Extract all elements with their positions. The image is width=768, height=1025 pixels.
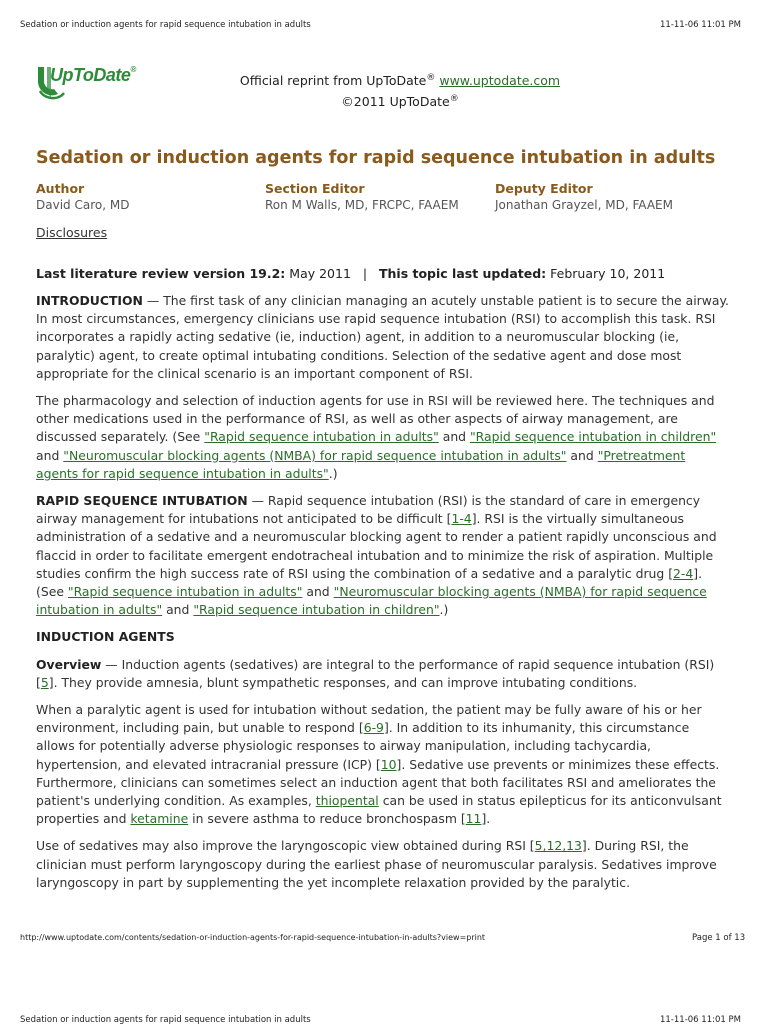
paragraph-text: — Induction agents (sedatives) are integral to the performance of rapid sequence intubation (RSI) [ [36,656,715,690]
author-label: Author [36,181,85,196]
section-heading-induction-agents [36,628,730,646]
paragraph-text: and [566,447,598,463]
paragraph-text: Use of sedatives may also improve the laryngoscopic view obtained during RSI [ [36,838,535,854]
paragraph-text: — The first task of any clinician managing an acutely unstable patient is to secure the airway. In most circumstances, emergency clinicians use rapid sequence intubation (RSI) to accomplish this task. RSI incorporates a rapidly acting sedative (ie, induction) agent, in addition to a neuromuscular blocking (ie, paralytic) agent, to create optimal intubating conditions. Selection of the sedative agent and dose most appropriate for the clinical scenario is an important component of RSI. [36,293,729,381]
paragraph-text: ]. Sedative use prevents or minimizes these effects. Furthermore, clinicians can sometimes select an induction agent that both facilitates RSI and ameliorates the patient's underlying condition. As examples, [36,756,720,809]
article-body [36,292,730,901]
link-nmba-rsi-adults[interactable]: "Neuromuscular blocking agents (NMBA) for rapid sequence intubation in adults" [63,447,567,463]
deputy-editor-label: Deputy Editor [495,181,593,196]
author-name: David Caro, MD [36,198,130,212]
link-rsi-children[interactable]: "Rapid sequence intubation in children" [469,429,717,445]
author-block [36,181,129,212]
reprint-reg: ® [426,73,436,83]
meta-separator: | [362,266,368,281]
reference-link[interactable]: 10 [380,756,397,772]
deputy-editor-block [495,181,673,212]
footer-url: http://www.uptodate.com/contents/sedation-or-induction-agents-for-rapid-sequence-intubation-in-adults?view=print [20,933,486,942]
link-thiopental[interactable]: thiopental [315,793,379,809]
reprint-prefix: Official reprint from UpToDate [239,73,427,89]
paragraph-text: .) [328,465,338,481]
link-pretreatment-agents[interactable]: "Pretreatment agents for rapid sequence intubation in adults" [36,447,686,481]
logo-text: UpToDate [50,65,131,85]
paragraph-text: ]. (See [36,565,703,600]
paragraph-scope [36,392,730,483]
paragraph-text: ]. During RSI, the clinician must perform laryngoscopy during the earliest phase of neuromuscular paralysis. Sedatives improve laryngoscopy in part by supplementing the yet incomplete relaxation provided by the paralytic. [36,838,717,890]
paragraph-text: — Rapid sequence intubation (RSI) is the standard of care in emergency airway management for intubations not anticipated to be difficult [ [36,493,701,527]
updated-value: February 10, 2011 [546,266,666,281]
paragraph-text: ]. They provide amnesia, blunt sympathetic responses, and can improve intubating conditions. [48,674,638,690]
link-ketamine[interactable]: ketamine [130,811,189,827]
logo-reg: ® [130,65,136,74]
reference-link[interactable]: 11 [465,811,482,827]
paragraph-text: can be used in status epilepticus for its anticonvulsant properties and [36,793,722,827]
paragraph-text: ]. RSI is the virtually simultaneous administration of a sedative and a neuromuscular blocking agent to render a patient rapidly unconscious and flaccid in order to facilitate emergent endotracheal intubation and to minimize the risk of aspiration. Multiple studies confirm the high success rate of RSI using the combination of a sedative and a paralytic drug [ [36,511,717,581]
paragraph-paralytic [36,701,730,828]
link-rsi-adults[interactable]: "Rapid sequence intubation in adults" [67,584,303,600]
updated-label: This topic last updated: [378,266,547,281]
footer-page-number: Page 1 of 13 [692,933,746,943]
paragraph-text: .) [439,602,449,618]
reference-link[interactable]: 5,12,13 [534,838,582,854]
paragraph-rsi [36,492,730,619]
paragraph-text: and [302,584,334,600]
paragraph-text: in severe asthma to reduce bronchospasm [ [188,811,466,827]
paragraph-text: and [438,429,470,445]
next-page-header-title: Sedation or induction agents for rapid sequence intubation in adults [20,1015,311,1025]
uptodate-link[interactable]: www.uptodate.com [439,73,561,89]
section-editor-label: Section Editor [265,181,365,196]
heading-overview: Overview [36,656,102,672]
paragraph-introduction [36,292,730,383]
section-editor-name: Ron M Walls, MD, FRCPC, FAAEM [265,198,459,212]
deputy-editor-name: Jonathan Grayzel, MD, FAAEM [495,198,673,212]
copyright-reg: ® [449,94,459,105]
reference-link[interactable]: 2-4 [673,565,694,581]
uptodate-logo[interactable] [34,63,134,103]
print-header-title: Sedation or induction agents for rapid sequence intubation in adults [20,20,311,30]
copyright: ©2011 UpToDate [341,94,450,110]
print-header-timestamp: 11-11-06 11:01 PM [660,20,741,30]
review-value: May 2011 [285,266,351,281]
heading-induction-agents: INDUCTION AGENTS [36,629,175,645]
disclosures-link[interactable]: Disclosures [36,225,108,240]
paragraph-text: The pharmacology and selection of induction agents for use in RSI will be reviewed here. The techniques and other medications used in the performance of RSI, as well as other aspects of airway management, are discussed separately. (See [36,393,715,445]
reference-link[interactable]: 5 [40,674,49,690]
heading-introduction: INTRODUCTION [36,293,143,308]
article-title: Sedation or induction agents for rapid sequence intubation in adults [36,148,716,168]
reference-link[interactable]: 1-4 [451,511,472,527]
paragraph-text: ]. [481,811,491,827]
next-page-header-timestamp: 11-11-06 11:01 PM [660,1015,741,1025]
reference-link[interactable]: 6-9 [363,720,384,736]
link-rsi-adults[interactable]: "Rapid sequence intubation in adults" [204,429,439,445]
paragraph-text: and [162,602,194,618]
paragraph-text: When a paralytic agent is used for intubation without sedation, the patient may be fully aware of his or her environment, including pain, but unable to respond [ [36,702,702,736]
review-label: Last literature review version 19.2: [36,266,286,281]
paragraph-laryngoscopy [36,837,730,892]
paragraph-overview [36,656,730,692]
link-nmba-rsi-adults[interactable]: "Neuromuscular blocking agents (NMBA) for rapid sequence intubation in adults" [36,584,707,618]
reprint-notice [200,69,600,111]
link-rsi-children[interactable]: "Rapid sequence intubation in children" [193,602,440,618]
review-meta [36,266,665,281]
heading-rsi: RAPID SEQUENCE INTUBATION [36,493,248,509]
section-editor-block [265,181,459,212]
paragraph-text: and [36,447,64,463]
paragraph-text: ]. In addition to its inhumanity, this circumstance allows for potentially adverse physiologic responses to airway manipulation, including tachycardia, hypertension, and elevated intracranial pressure (ICP) [ [36,720,690,772]
